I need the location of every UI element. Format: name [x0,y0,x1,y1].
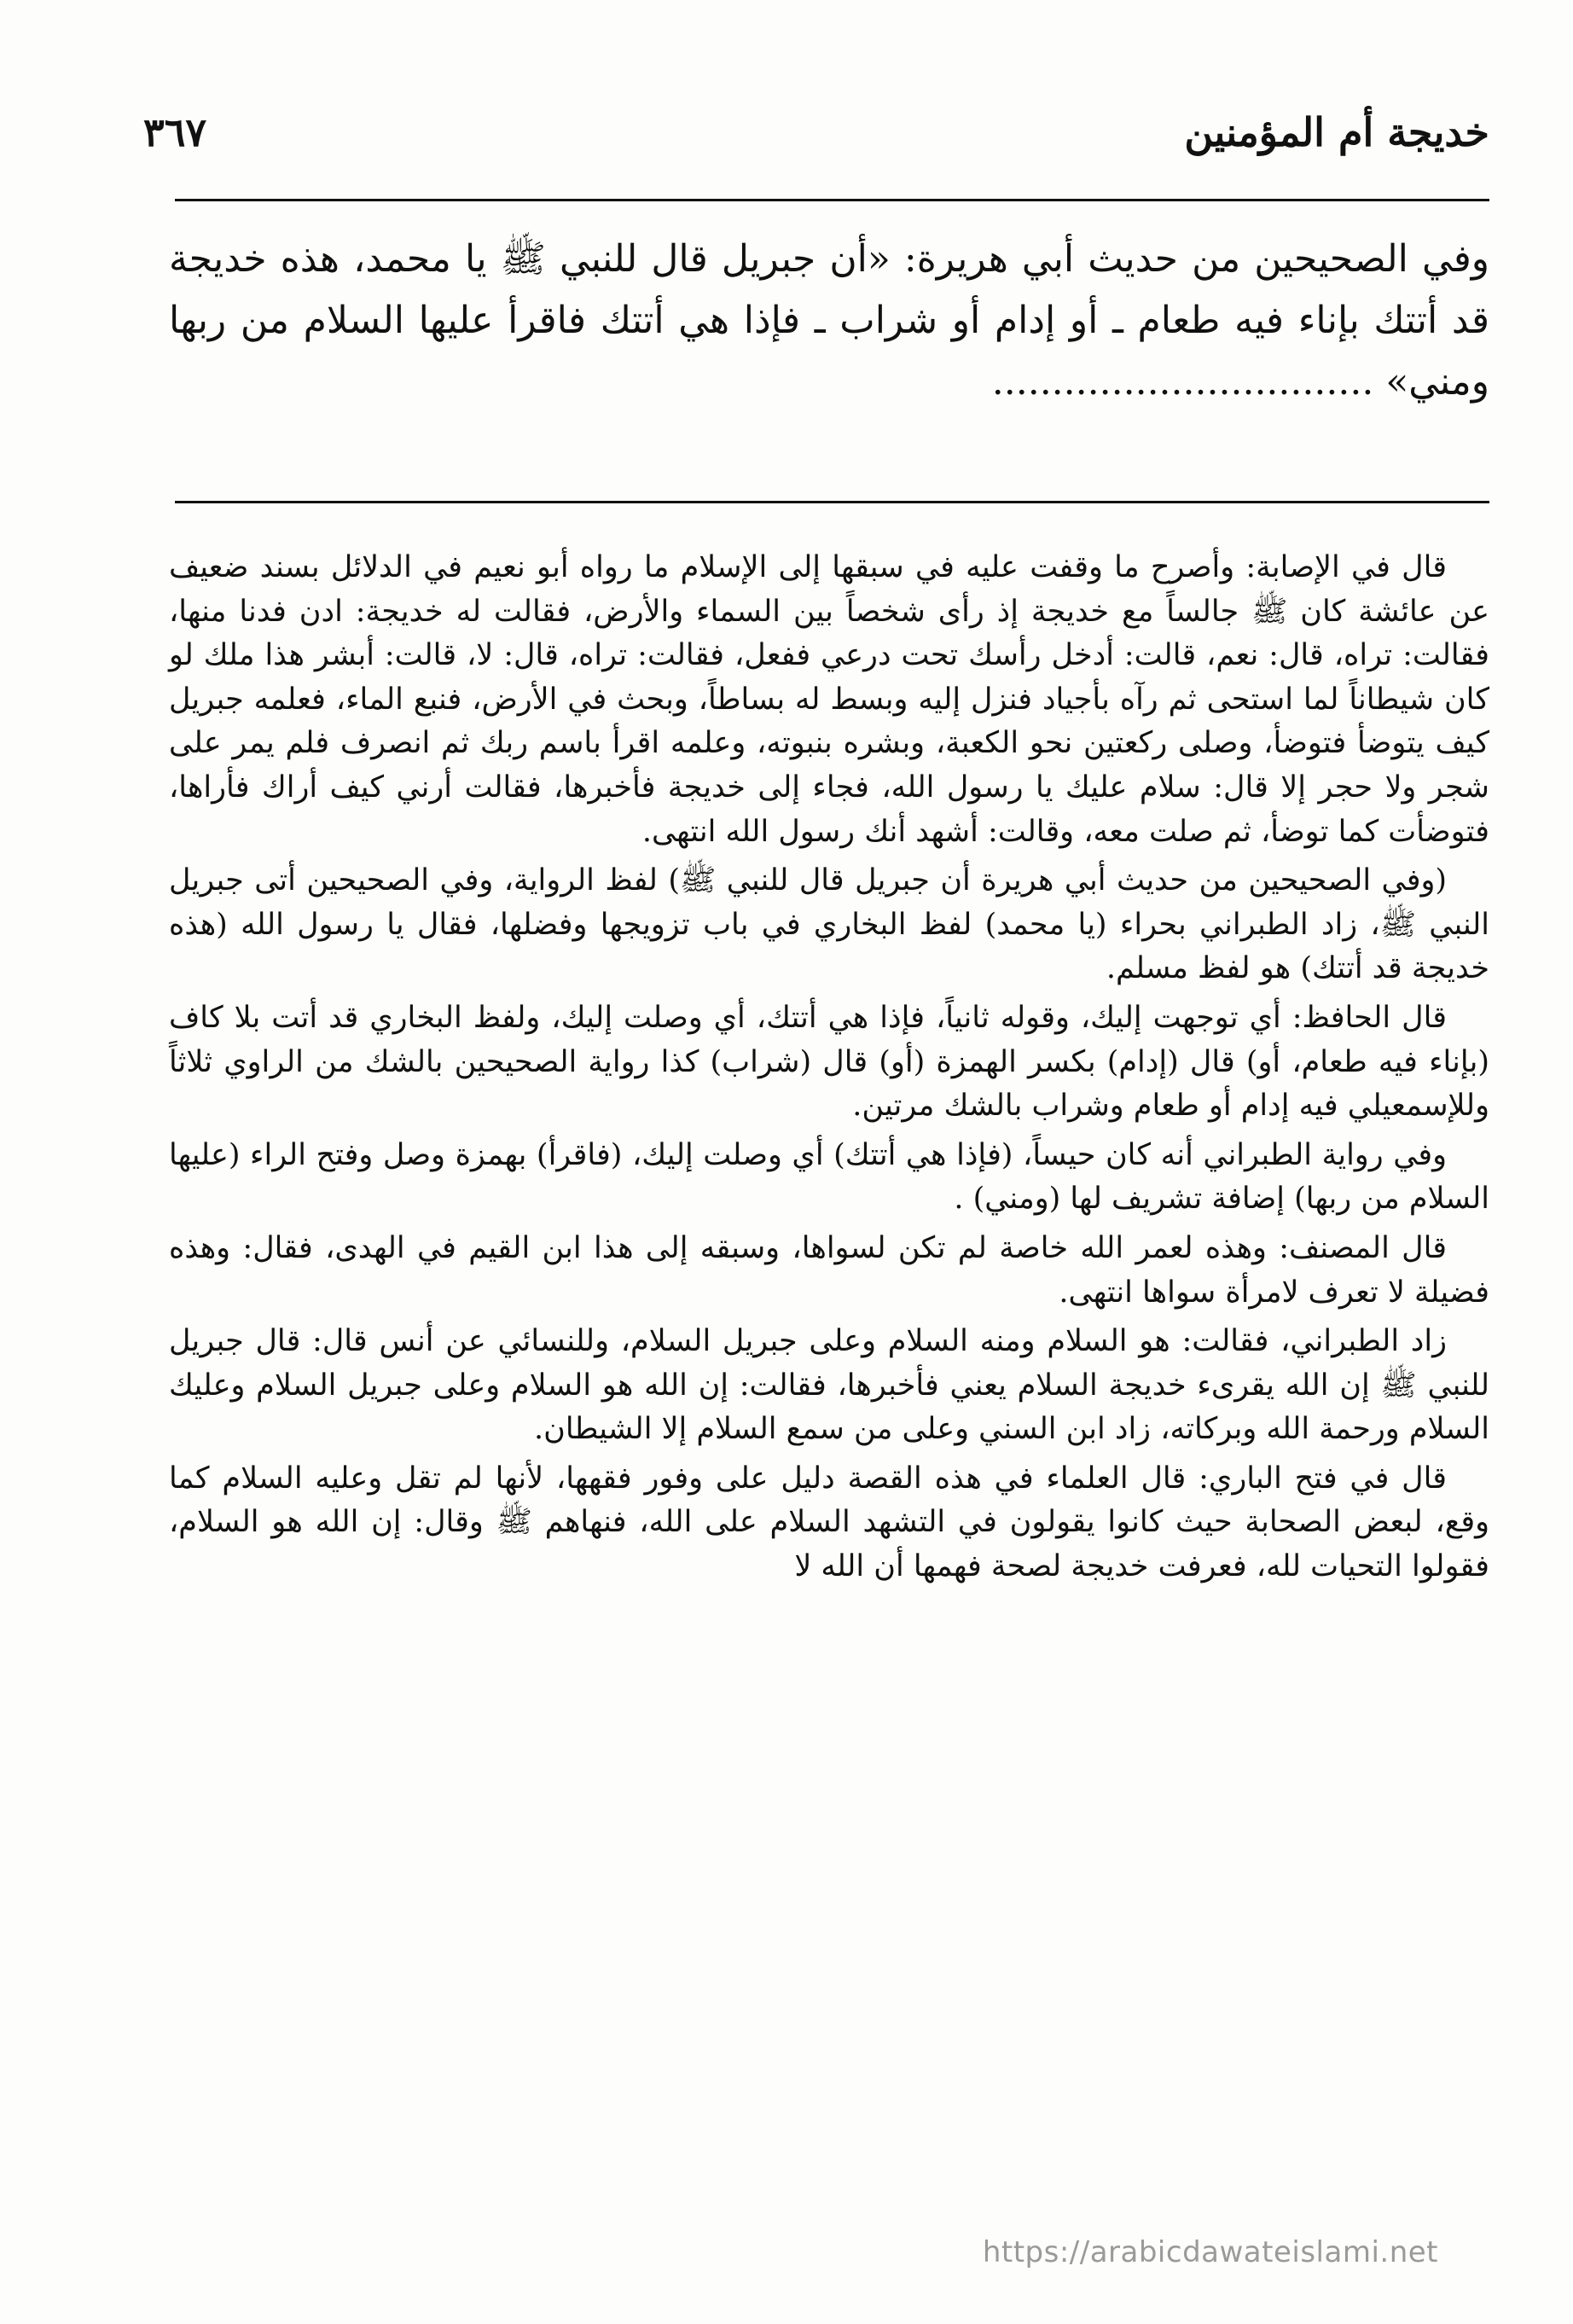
hadith-text-block [169,229,1489,413]
commentary-body [169,546,1489,1589]
page-number: ٣٦٧ [143,109,207,155]
watermark-url: https://arabicdawateislami.net [982,2235,1438,2269]
hadith-ellipsis: ................................ [991,360,1374,404]
paragraph: قال المصنف: وهذه لعمر الله خاصة لم تكن لسواها، وسبقه إلى هذا ابن القيم في الهدى، فقال: وهذه فضيلة لا تعرف لامرأة سواها انتهى. [169,1230,1489,1310]
header-rule [175,199,1489,201]
section-rule [175,501,1489,503]
paragraph: قال في فتح الباري: قال العلماء في هذه القصة دليل على وفور فقهها، لأنها لم تقل وعليه السلام كما وقع، لبعض الصحابة حيث كانوا يقولون في التشهد السلام على الله، فنهاهم ﷺ وقال: إن الله هو السلام، فقولوا التحيات لله، فعرفت خديجة لصحة فهمها أن الله لا [169,1461,1489,1584]
hadith-text: وفي الصحيحين من حديث أبي هريرة: «أن جبريل قال للنبي ﷺ يا محمد، هذه خديجة قد أتتك بإناء فيه طعام ـ أو إدام أو شراب ـ فإذا هي أتتك فاقرأ عليها السلام من ربها ومني» [169,237,1489,404]
page-header [143,109,1489,169]
paragraph: قال الحافظ: أي توجهت إليك، وقوله ثانياً، فإذا هي أتتك، أي وصلت إليك، ولفظ البخاري قد أتت بلا كاف (بإناء فيه طعام، أو) قال (إدام) بكسر الهمزة (أو) قال (شراب) كذا رواية الصحيحين بالشك من الراوي ثلاثاً وللإسمعيلي فيه إدام أو طعام وشراب بالشك مرتين. [169,1000,1489,1124]
paragraph: قال في الإصابة: وأصرح ما وقفت عليه في سبقها إلى الإسلام ما رواه أبو نعيم في الدلائل بسند ضعيف عن عائشة كان ﷺ جالساً مع خديجة إذ رأى شخصاً بين السماء والأرض، فقالت له خديجة: ادن فدنا منها، فقالت: تراه، قال: نعم، قالت: أدخل رأسك تحت درعي ففعل، فقالت: تراه، قال: لا، قالت: أبشر هذا ملك لو كان شيطاناً لما استحى ثم رآه بأجياد فنزل إليه وبسط له بساطاً، وبحث في الأرض، فنبع الماء، فعلمه جبريل كيف يتوضأ فتوضأ، وصلى ركعتين نحو الكعبة، وبشره بنبوته، وعلمه اقرأ باسم ربك ثم انصرف فلم يمر على شجر ولا حجر إلا قال: سلام عليك يا رسول الله، فجاء إلى خديجة فأخبرها، فقالت أرني كيف أراك فأراها، فتوضأت كما توضأ، ثم صلت معه، وقالت: أشهد أنك رسول الله انتهى. [169,550,1489,849]
paragraph: وفي رواية الطبراني أنه كان حيساً، (فإذا هي أتتك) أي وصلت إليك، (فاقرأ) بهمزة وصل وفتح الراء (عليها السلام من ربها) إضافة تشريف لها (ومني) . [169,1137,1489,1217]
paragraph: زاد الطبراني، فقالت: هو السلام ومنه السلام وعلى جبريل السلام، وللنسائي عن أنس قال: قال جبريل للنبي ﷺ إن الله يقرىء خديجة السلام يعني فأخبرها، فقالت: إن الله هو السلام وعلى جبريل السلام وعليك السلام ورحمة الله وبركاته، زاد ابن السني وعلى من سمع السلام إلا الشيطان. [169,1324,1489,1447]
running-title: خديجة أم المؤمنين [1184,109,1489,155]
paragraph: (وفي الصحيحين من حديث أبي هريرة أن جبريل قال للنبي ﷺ) لفظ الرواية، وفي الصحيحين أتى جبريل النبي ﷺ، زاد الطبراني بحراء (يا محمد) لفظ البخاري في باب تزويجها وفضلها، فقال يا رسول الله (هذه خديجة قد أتتك) هو لفظ مسلم. [169,863,1489,986]
